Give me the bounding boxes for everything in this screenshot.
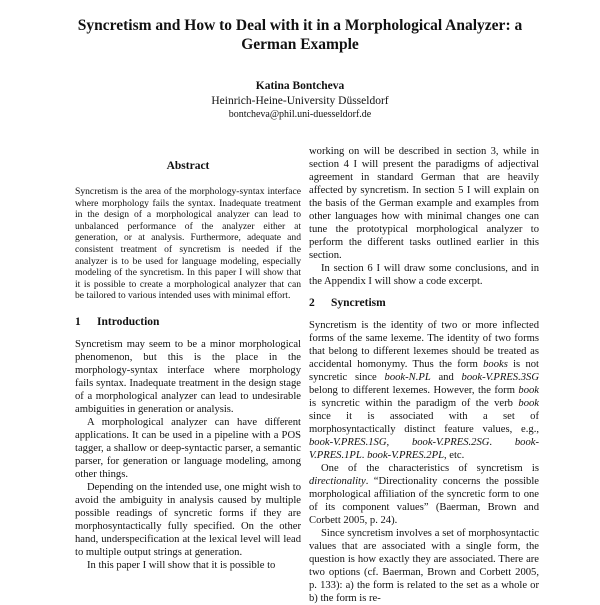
intro-paragraph-2: A morphological analyzer can have different applications. It can be used in a pipeline with a POS tagger, a shallow or deep-syntactic parser, a semantic parser, for generation or language modeling, among other things. <box>75 416 301 480</box>
left-column <box>75 160 301 572</box>
paper-title <box>60 16 540 54</box>
intro-continued-paragraph: working on will be described in section 3, while in section 4 I will present the paradigms of adjectival agreement in standard German that are heavily affected by syncretism. In section 5 I will explain on the basis of the German example and examples from other languages how with minimal changes one can tune the prototypical morphological analyzer to perform the different tasks outlined earlier in this section. <box>309 146 539 261</box>
example-word: book <box>518 398 539 409</box>
syncretism-paragraph-3: Since syncretism involves a set of morphosyntactic values that are associated with a single form, the question is how exactly they are associated. There are two options (cf. Baerman, Brown and Corbett 2005, p. 133): a) the form is related to the set as a whole or b) the form is re- <box>309 528 539 604</box>
syncretism-paragraph-2: One of the characteristics of syncretism is directionality. “Directionality concerns the possible morphological affiliation of the syncretic form to one of its component values” (Baerman, Brown and Corbett 2005, p. 24). <box>309 463 539 526</box>
section-heading-introduction <box>75 316 301 329</box>
example-word: book-N.PL <box>384 372 431 383</box>
author-email: bontcheva@phil.uni-duesseldorf.de <box>228 109 372 120</box>
example-word: book-V.PRES.1SG <box>309 437 387 448</box>
section-title: Introduction <box>97 315 160 328</box>
section-number: 1 <box>75 315 81 328</box>
section-title: Syncretism <box>331 297 386 309</box>
example-word: book <box>518 385 539 396</box>
author-block <box>100 79 500 123</box>
example-word: book-V.PRES.2SG <box>411 437 490 448</box>
intro-closing-paragraph: In section 6 I will draw some conclusions, and in the Appendix I will show a code excerpt. <box>309 263 539 287</box>
syncretism-paragraph-1: Syncretism is the identity of two or more inflected forms of the same lexeme. The identity of two forms that belong to different lexemes should be treated as accidental homonymy. Thus the form books is not syncretic since book-N.PL and book-V.PRES.3SG belong to different lexemes. However, the form book is syncretic within the paradigm of the verb book since it is associated with a set of morphosyntactically distinct feature values, e.g., book-V.PRES.1SG, book-V.PRES.2SG. book-V.PRES.1PL. book-V.PRES.2PL, etc. <box>309 320 539 461</box>
intro-paragraph-1: Syncretism may seem to be a minor morphological phenomenon, but this is the place in the morphology-syntax interface where morphology fails syntax. Inadequate treatment in the design stage of a morphological analyzer can lead to undesirable ambiguities in generation or analysis. <box>75 338 301 415</box>
example-word: book-V.PRES.2PL <box>367 450 444 461</box>
title-line-1: Syncretism and How to Deal with it in a Morphological Analyzer: a <box>77 17 523 34</box>
abstract-heading: Abstract <box>166 160 210 172</box>
example-word: book-V.PRES.1PL <box>309 437 539 461</box>
author-affiliation: Heinrich-Heine-University Düsseldorf <box>211 94 389 107</box>
title-line-2: German Example <box>241 36 359 53</box>
section-heading-syncretism <box>309 297 539 310</box>
intro-paragraph-4: In this paper I will show that it is possible to <box>87 559 276 571</box>
right-column <box>309 145 539 605</box>
abstract-text: Syncretism is the area of the morphology-syntax interface where morphology fails the syntax. Inadequate treatment in the design of a morphological analyzer can lead to unbalanced performance of the analyzer either at generation, or at analysis. Furthermore, adequate and consistent treatment of syncretism is needed if the analyzer is to be used for language modeling, especially modeling of the syncretism. In this paper I will show that it is possible to create a morphological analyzer that can be tailored to various intended uses with minimal effort. <box>75 186 301 302</box>
example-word: books <box>483 359 508 370</box>
author-name: Katina Bontcheva <box>255 80 345 92</box>
intro-paragraph-3: Depending on the intended use, one might wish to avoid the ambiguity in analysis caused by multiple possible readings of syncretic forms if they are morphosyntactically fully specified. On the other hand, underspecification at the lexical level will lead to multiple output strings at generation. <box>75 481 301 558</box>
example-word: book-V.PRES.3SG <box>461 372 539 383</box>
term: directionality <box>309 476 366 487</box>
section-number: 2 <box>309 297 315 309</box>
